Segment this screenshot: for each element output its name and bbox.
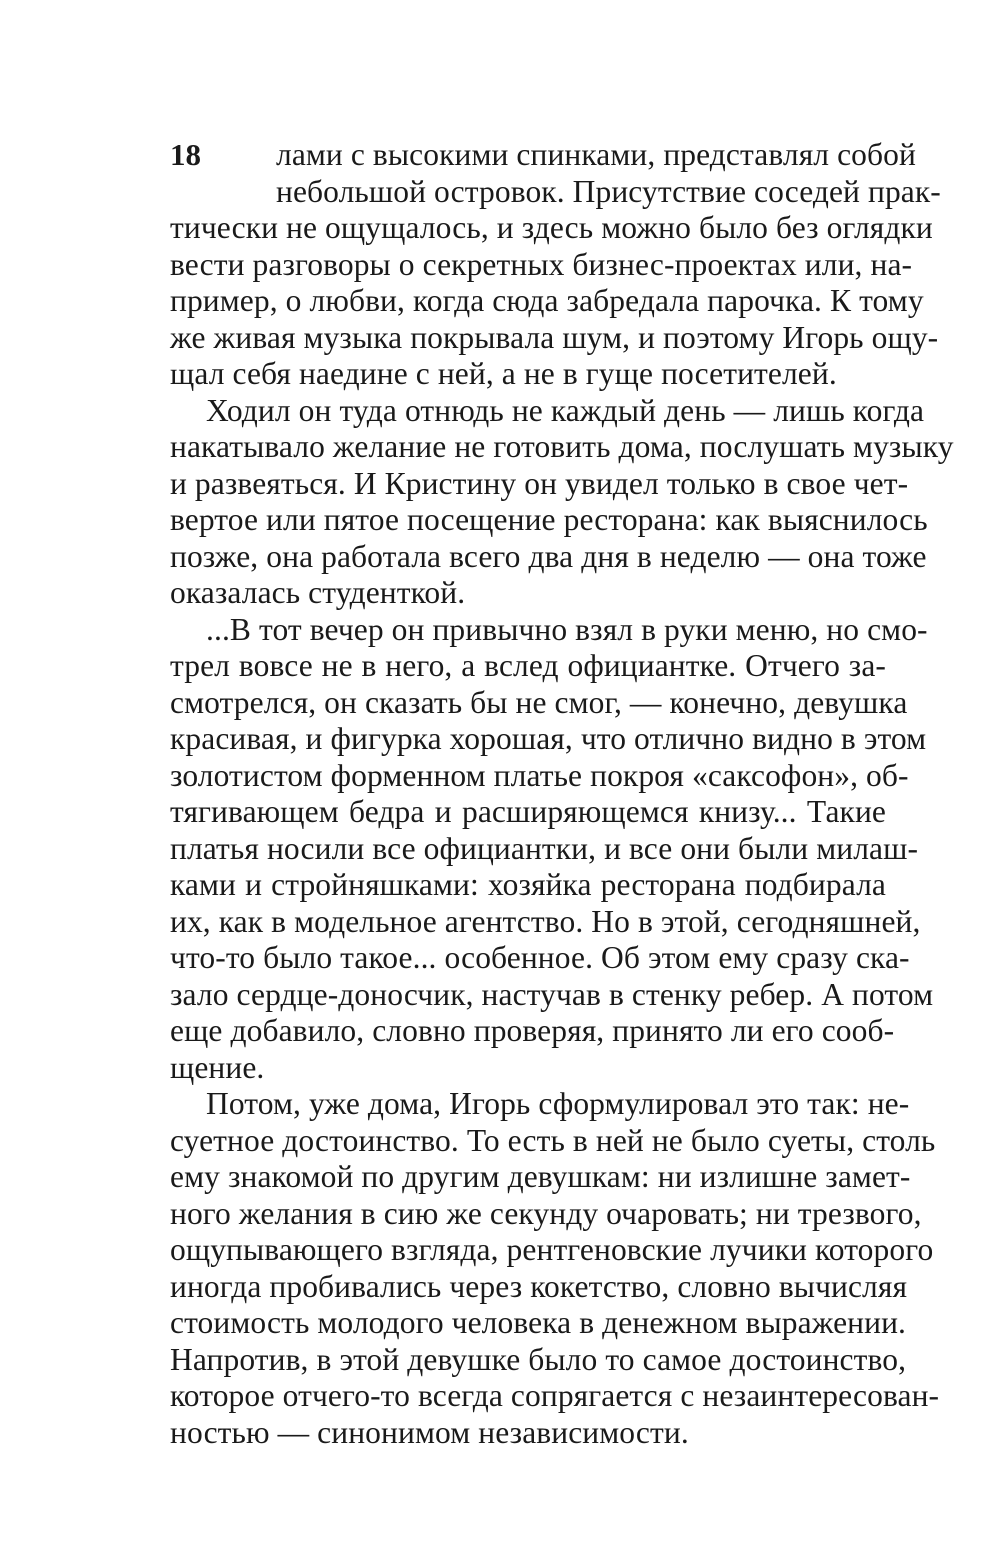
text-line: что-то было такое... особенное. Об этом ему сразу ска-	[170, 940, 910, 975]
text-line: ощупывающего взгляда, рентгеновские лучики которого	[170, 1232, 934, 1267]
text-line: зало сердце-доносчик, настучав в стенку ребер. А потом	[170, 976, 934, 1012]
text-line: позже, она работала всего два дня в неделю — она тоже	[170, 538, 927, 574]
body-text	[170, 137, 954, 1451]
text-line: щение.	[170, 1049, 265, 1085]
text-line: суетное достоинство. То есть в ней не было суеты, столь	[170, 1122, 936, 1158]
text-line: вертое или пятое посещение ресторана: как выяснилось	[170, 502, 928, 537]
text-line: Ходил он туда отнюдь не каждый день — лишь когда	[206, 392, 925, 428]
text-line: тягивающем бедра и расширяющемся книзу... Такие	[170, 794, 886, 829]
text-line: небольшой островок. Присутствие соседей прак-	[276, 173, 941, 209]
text-line: ...В тот вечер он привычно взял в руки меню, но смо-	[206, 611, 928, 647]
text-line: ками и стройняшками: хозяйка ресторана подбирала	[170, 867, 886, 902]
text-line: еще добавило, словно проверяя, принято ли его сооб-	[170, 1013, 895, 1048]
page-number: 18	[170, 137, 201, 172]
text-line: лами с высокими спинками, представлял собой	[276, 137, 916, 172]
text-line: Потом, уже дома, Игорь сформулировал это так: не-	[206, 1086, 910, 1121]
text-line: вести разговоры о секретных бизнес-проектах или, на-	[170, 246, 913, 282]
text-line: щал себя наедине с ней, а не в гуще посетителей.	[170, 356, 837, 391]
text-line: иногда пробивались через кокетство, словно вычисляя	[170, 1268, 908, 1304]
text-line: красивая, и фигурка хорошая, что отлично видно в этом	[170, 721, 927, 756]
text-line: стоимость молодого человека в денежном выражении.	[170, 1305, 907, 1340]
text-line: их, как в модельное агентство. Но в этой, сегодняшней,	[170, 903, 921, 939]
text-line: пример, о любви, когда сюда забредала парочка. К тому	[170, 283, 924, 318]
text-line: которое отчего-то всегда сопрягается с незаинтересован-	[170, 1378, 940, 1413]
text-line: же живая музыка покрывала шум, и поэтому Игорь ощу-	[170, 319, 939, 355]
text-line: смотрелся, он сказать бы не смог, — конечно, девушка	[170, 684, 908, 720]
text-line: трел вовсе не в него, а вслед официантке. Отчего за-	[170, 648, 886, 683]
text-line: золотистом форменном платье покроя «саксофон», об-	[170, 757, 909, 793]
text-line: ему знакомой по другим девушкам: ни излишне замет-	[170, 1159, 911, 1194]
text-line: ного желания в сию же секунду очаровать; ни трезвого,	[170, 1195, 922, 1231]
text-line: Напротив, в этой девушке было то самое достоинство,	[170, 1341, 907, 1377]
text-line: тически не ощущалось, и здесь можно было без оглядки	[170, 210, 933, 245]
text-line: и развеяться. И Кристину он увидел только в свое чет-	[170, 465, 909, 501]
text-line: накатывало желание не готовить дома, послушать музыку	[170, 429, 954, 464]
text-line: оказалась студенткой.	[170, 575, 466, 610]
text-line: ностью — синонимом независимости.	[170, 1414, 689, 1450]
text-line: платья носили все официантки, и все они были милаш-	[170, 830, 919, 866]
